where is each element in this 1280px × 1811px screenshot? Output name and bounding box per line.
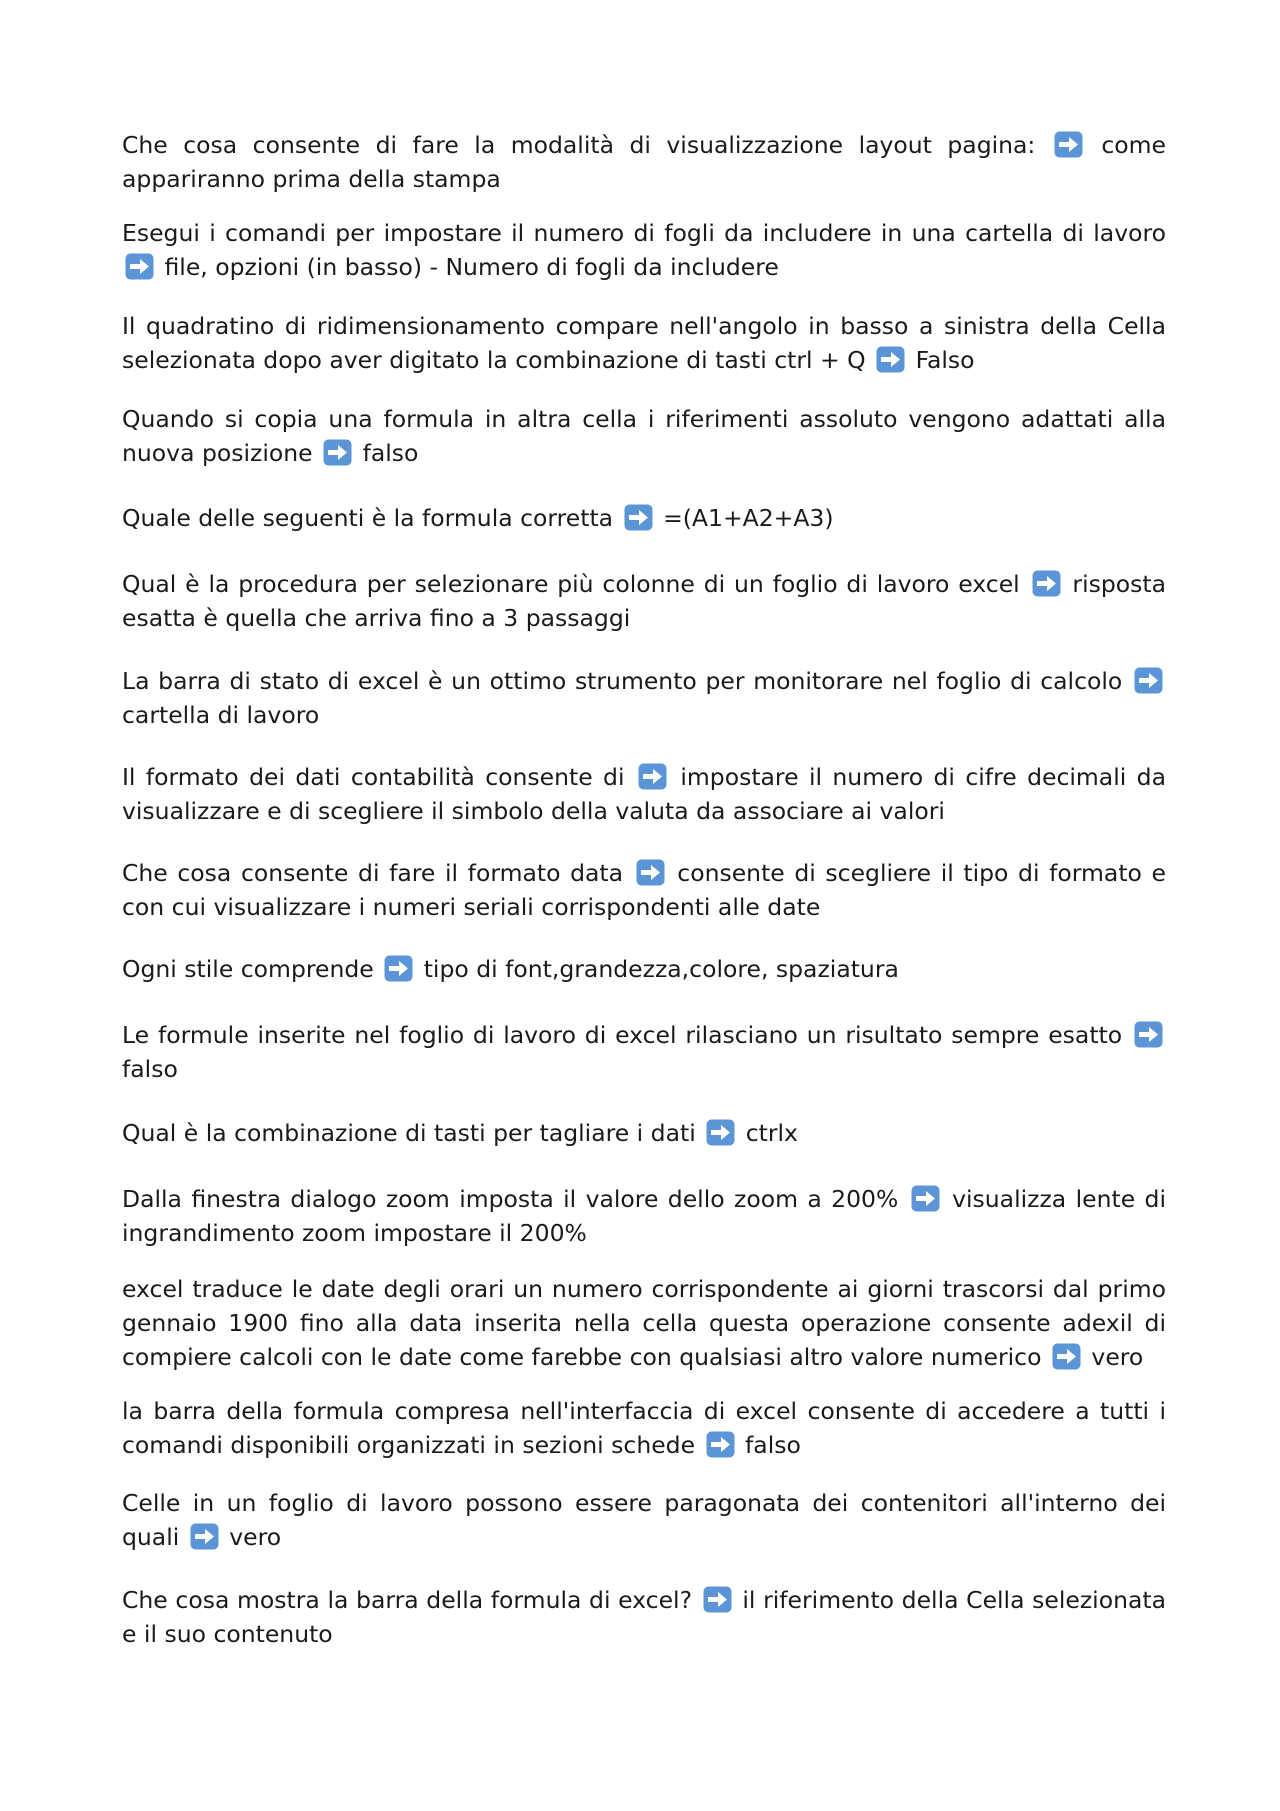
right-arrow-icon xyxy=(125,253,154,280)
qa-item xyxy=(122,952,1166,986)
right-arrow-icon xyxy=(190,1523,219,1550)
qa-item xyxy=(122,1182,1166,1250)
right-arrow-icon xyxy=(1052,1343,1081,1370)
qa-item xyxy=(122,1583,1166,1651)
answer-text: come appariranno prima della stampa xyxy=(122,131,1166,193)
right-arrow-icon xyxy=(638,763,667,790)
answer-text: =(A1+A2+A3) xyxy=(663,504,834,532)
right-arrow-icon xyxy=(1032,570,1061,597)
answer-text: falso xyxy=(362,439,419,467)
right-arrow-icon xyxy=(624,504,653,531)
answer-text: Falso xyxy=(915,346,975,374)
answer-text: file, opzioni (in basso) - Numero di fogli da includere xyxy=(164,253,779,281)
answer-text: visualizza lente di ingrandimento zoom impostare il 200% xyxy=(122,1185,1166,1247)
right-arrow-icon xyxy=(706,1431,735,1458)
qa-item xyxy=(122,128,1166,196)
right-arrow-icon xyxy=(1134,1021,1163,1048)
answer-text: vero xyxy=(1091,1343,1144,1371)
question-text: Qual è la procedura per selezionare più colonne di un foglio di lavoro excel xyxy=(122,570,1020,598)
answer-text: il riferimento della Cella selezionata e il suo contenuto xyxy=(122,1586,1166,1648)
qa-item xyxy=(122,501,1166,535)
document-page xyxy=(122,128,1166,1651)
qa-item xyxy=(122,309,1166,377)
question-text: Ogni stile comprende xyxy=(122,955,374,983)
right-arrow-icon xyxy=(706,1119,735,1146)
answer-text: falso xyxy=(745,1431,801,1459)
question-text: Qual è la combinazione di tasti per tagliare i dati xyxy=(122,1119,696,1147)
right-arrow-icon xyxy=(636,859,665,886)
right-arrow-icon xyxy=(876,346,905,373)
question-text: Quale delle seguenti è la formula corretta xyxy=(122,504,614,532)
answer-text: vero xyxy=(229,1523,282,1551)
qa-item xyxy=(122,760,1166,828)
qa-item xyxy=(122,216,1166,284)
question-text: Le formule inserite nel foglio di lavoro di excel rilasciano un risultato sempre esatto xyxy=(122,1021,1123,1049)
answer-text: falso xyxy=(122,1055,178,1083)
right-arrow-icon xyxy=(384,955,413,982)
question-text: Il quadratino di ridimensionamento compare nell'angolo in basso a sinistra della Cella selezionata dopo aver digitato la combinazione di tasti ctrl + Q xyxy=(122,312,1166,374)
qa-item xyxy=(122,856,1166,924)
qa-item xyxy=(122,567,1166,635)
right-arrow-icon xyxy=(1054,131,1083,158)
question-text: Celle in un foglio di lavoro possono essere paragonata dei contenitori all'interno dei quali xyxy=(122,1489,1166,1551)
answer-text: tipo di font,grandezza,colore, spaziatura xyxy=(423,955,899,983)
question-text: Che cosa consente di fare la modalità di visualizzazione layout pagina: xyxy=(122,131,1036,159)
qa-item xyxy=(122,1272,1166,1374)
question-text: Esegui i comandi per impostare il numero di fogli da includere in una cartella di lavoro xyxy=(122,219,1166,247)
answer-text: cartella di lavoro xyxy=(122,701,320,729)
qa-item xyxy=(122,1018,1166,1086)
question-text: excel traduce le date degli orari un numero corrispondente ai giorni trascorsi dal primo gennaio 1900 fino alla data inserita nella cella questa operazione consente adexil di compiere calcoli con le date come farebbe con qualsiasi altro valore numerico xyxy=(122,1275,1166,1371)
question-text: Dalla finestra dialogo zoom imposta il valore dello zoom a 200% xyxy=(122,1185,899,1213)
answer-text: ctrlx xyxy=(745,1119,798,1147)
answer-text: impostare il numero di cifre decimali da visualizzare e di scegliere il simbolo della valuta da associare ai valori xyxy=(122,763,1166,825)
qa-item xyxy=(122,1486,1166,1554)
answer-text: risposta esatta è quella che arriva fino a 3 passaggi xyxy=(122,570,1166,632)
qa-item xyxy=(122,402,1166,470)
right-arrow-icon xyxy=(323,439,352,466)
question-text: Il formato dei dati contabilità consente di xyxy=(122,763,625,791)
answer-text: consente di scegliere il tipo di formato e con cui visualizzare i numeri seriali corrispondenti alle date xyxy=(122,859,1166,921)
question-text: Che cosa mostra la barra della formula di excel? xyxy=(122,1586,693,1614)
question-text: La barra di stato di excel è un ottimo strumento per monitorare nel foglio di calcolo xyxy=(122,667,1123,695)
right-arrow-icon xyxy=(911,1185,940,1212)
qa-item xyxy=(122,664,1166,732)
question-text: Quando si copia una formula in altra cella i riferimenti assoluto vengono adattati alla nuova posizione xyxy=(122,405,1166,467)
qa-item xyxy=(122,1394,1166,1462)
qa-item xyxy=(122,1116,1166,1150)
question-text: Che cosa consente di fare il formato data xyxy=(122,859,624,887)
question-text: la barra della formula compresa nell'interfaccia di excel consente di accedere a tutti i comandi disponibili organizzati in sezioni schede xyxy=(122,1397,1166,1459)
right-arrow-icon xyxy=(703,1586,732,1613)
right-arrow-icon xyxy=(1134,667,1163,694)
